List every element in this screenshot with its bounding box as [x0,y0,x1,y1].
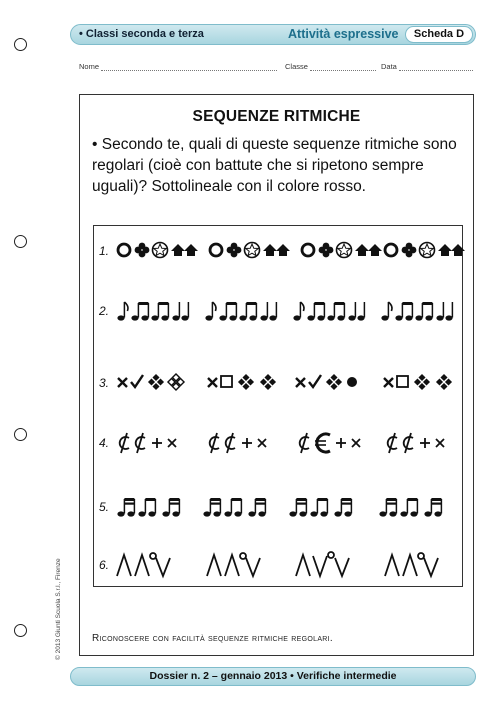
classe-label: Classe [285,62,308,71]
beamed-notes-icon [378,492,448,522]
cent-euro-plus-times-icon [296,428,366,458]
sequence-row [94,492,462,522]
row-number: 3. [99,376,110,390]
measure-2[interactable] [202,492,272,522]
measure-4[interactable] [382,368,460,398]
nome-field[interactable] [79,62,277,76]
activity-label: Attività espressive [288,27,399,41]
measure-2[interactable] [208,236,292,266]
music-notes-icon [204,296,278,326]
measure-3[interactable] [295,550,367,580]
music-notes-icon [380,296,454,326]
measure-4[interactable] [378,492,448,522]
header-bar [70,24,476,45]
measure-4[interactable] [384,550,456,580]
instruction-text: • Secondo te, quali di queste sequenze ritmiche sono regolari (cioè con battute che si ripetono sempre uguali)? Sottolineale con il colore rosso. [92,136,457,195]
measure-1[interactable] [116,296,190,326]
sequence-row [94,236,462,266]
measure-3[interactable] [296,428,366,458]
row-number: 5. [99,500,110,514]
measure-2[interactable] [206,428,272,458]
cross-square-diamonds-icon [382,368,460,398]
sequence-row [94,296,462,326]
measure-2[interactable] [204,296,278,326]
row-number: 6. [99,558,110,572]
cross-check-diamonds-icon [116,368,192,398]
music-notes-icon [292,296,366,326]
ring-clover-star-arrow-icon [383,236,467,266]
sequence-row [94,428,462,458]
sequences-box [93,225,463,587]
scheda-badge: Scheda D [405,26,473,43]
punch-hole [14,428,27,441]
sequence-row [94,368,462,398]
measure-1[interactable] [116,368,192,398]
wedge-circle-vee-icon [384,550,456,580]
measure-1[interactable] [116,236,200,266]
row-number: 1. [99,244,110,258]
wedge-circle-vee-icon [116,550,188,580]
beamed-notes-icon [288,492,358,522]
measure-2[interactable] [206,368,284,398]
learning-objective [92,633,333,644]
beamed-notes-icon [116,492,186,522]
classes-label: • Classi seconda e terza [79,28,204,40]
music-notes-icon [116,296,190,326]
cent-cent-plus-times-icon [116,428,182,458]
punch-hole [14,235,27,248]
ring-clover-star-arrow-icon [300,236,384,266]
measure-1[interactable] [116,428,182,458]
cent-cent-plus-times-icon [206,428,272,458]
measure-3[interactable] [300,236,384,266]
measure-3[interactable] [294,368,370,398]
row-number: 2. [99,304,110,318]
measure-1[interactable] [116,492,186,522]
copyright-notice: © 2013 Giunti Scuola S.r.l., Firenze [55,558,62,660]
measure-2[interactable] [206,550,278,580]
data-label: Data [381,62,397,71]
wedge-circle-vee-icon [206,550,278,580]
cross-square-diamonds-icon [206,368,284,398]
row-number: 4. [99,436,110,450]
measure-1[interactable] [116,550,188,580]
punch-hole [14,38,27,51]
worksheet [79,94,474,656]
wedge-vee-circle-vee-icon [295,550,367,580]
measure-4[interactable] [380,296,454,326]
measure-4[interactable] [383,236,467,266]
measure-4[interactable] [384,428,450,458]
measure-3[interactable] [288,492,358,522]
sequence-row [94,550,462,580]
ring-clover-star-arrow-icon [208,236,292,266]
worksheet-title: SEQUENZE RITMICHE [192,108,361,125]
measure-3[interactable] [292,296,366,326]
classe-field[interactable] [285,62,376,76]
nome-label: Nome [79,62,100,71]
punch-hole [14,624,27,637]
beamed-notes-icon [202,492,272,522]
objective-text: Riconoscere con facilità sequenze ritmiche regolari. [92,633,333,644]
footer-bar: Dossier n. 2 – gennaio 2013 • Verifiche intermedie [70,667,476,686]
cross-check-diamonds-dot-icon [294,368,370,398]
ring-clover-star-arrow-icon [116,236,200,266]
data-field[interactable] [381,62,473,76]
cent-cent-plus-times-icon [384,428,450,458]
